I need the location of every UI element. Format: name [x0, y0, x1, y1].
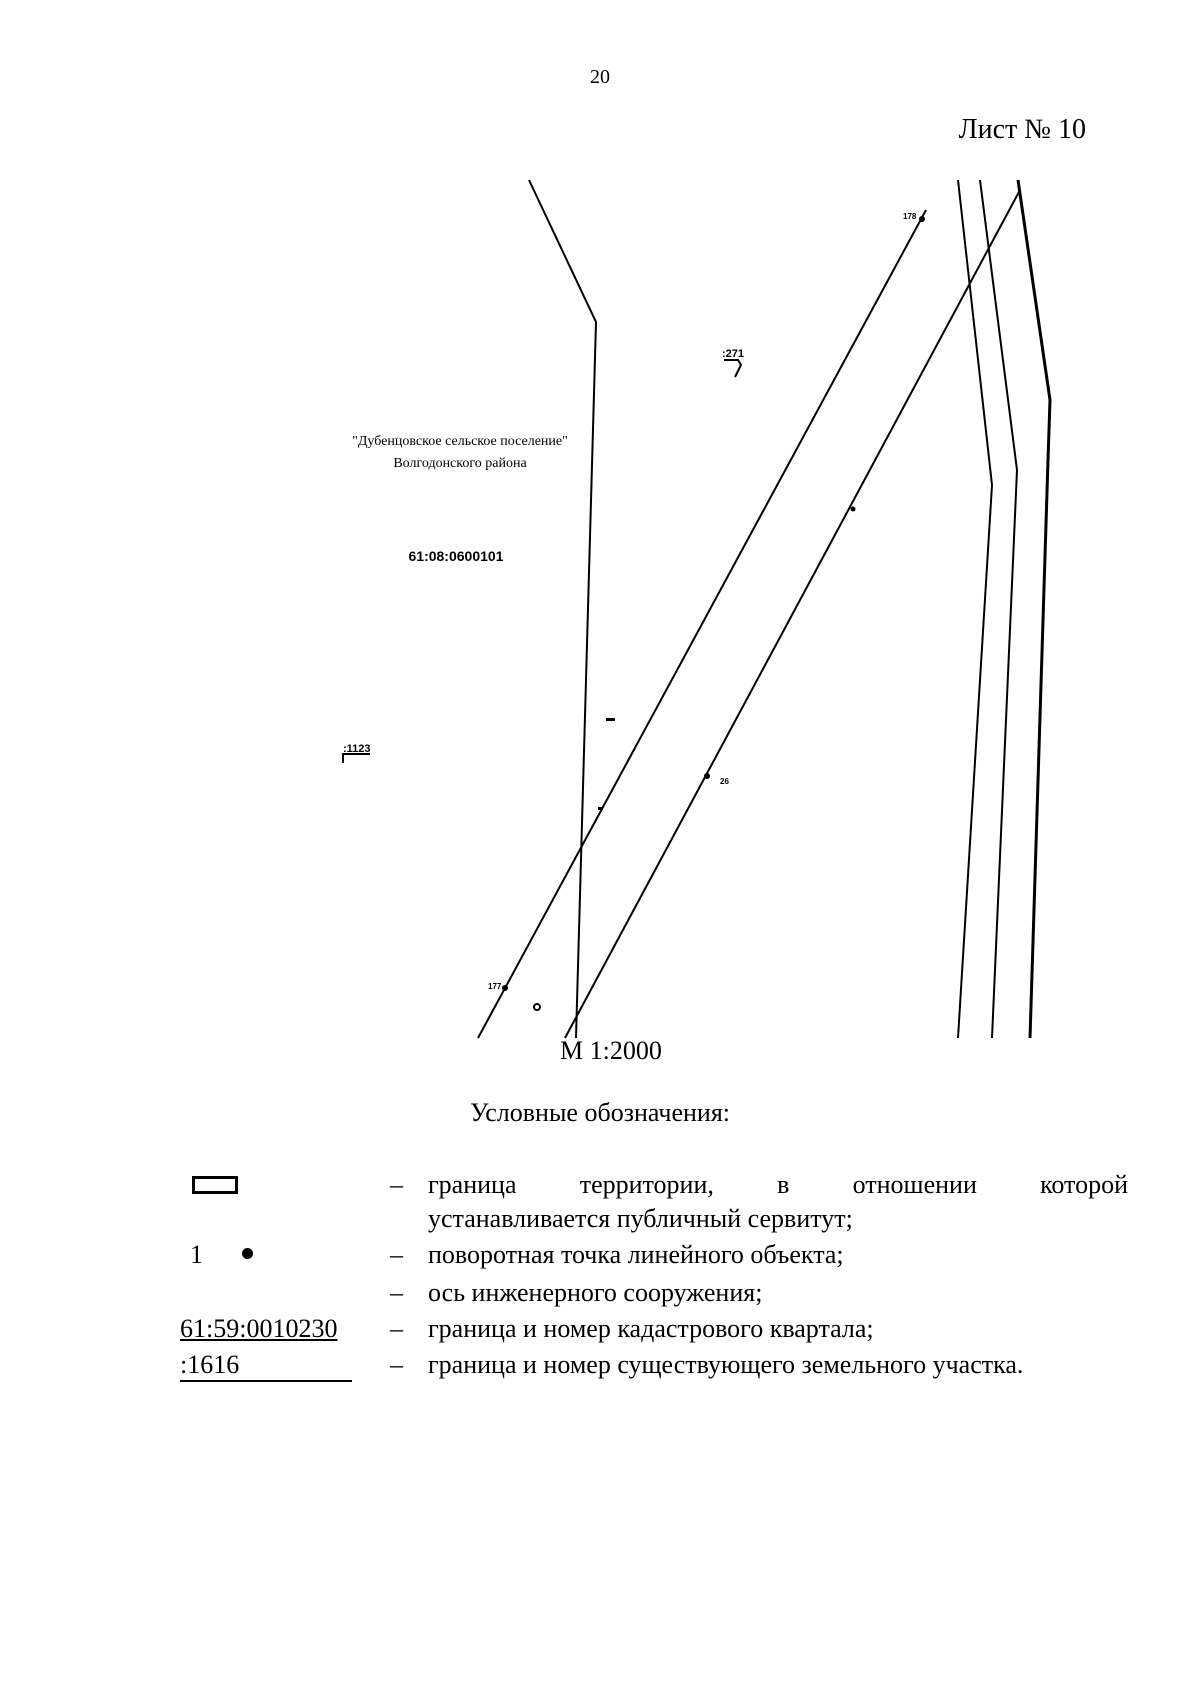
corridor-line-lower — [565, 190, 1020, 1038]
turning-point-symbol-number: 1 — [190, 1240, 203, 1269]
legend-dash: – — [390, 1350, 403, 1379]
parcel-271-tick — [724, 360, 741, 377]
map-mark-d — [598, 807, 603, 810]
cadastral-block-number: 61:08:0600101 — [408, 548, 504, 564]
parcel-1123-tick — [343, 754, 370, 763]
map-mark-c — [606, 718, 615, 721]
legend-dash: – — [390, 1240, 403, 1269]
legend-text: граница территории, в отношении которой — [428, 1170, 1128, 1199]
point-label-178: 178 — [903, 212, 917, 221]
locality-name-line1: "Дубенцовское сельское поселение" — [352, 434, 568, 449]
point-label-26: 26 — [720, 777, 729, 786]
turning-point-178 — [919, 216, 925, 222]
servitude-boundary-symbol — [192, 1176, 238, 1194]
cadastral-block-symbol: 61:59:0010230 — [180, 1314, 338, 1343]
sheet-label: Лист № 10 — [958, 114, 1086, 145]
turning-point-177 — [502, 985, 508, 991]
legend-text: граница и номер кадастрового квартала; — [428, 1314, 874, 1343]
road-line-2 — [980, 180, 1017, 1038]
legend-text: поворотная точка линейного объекта; — [428, 1240, 844, 1269]
legend-text-cont: устанавливается публичный сервитут; — [428, 1204, 853, 1233]
road-line-1 — [958, 180, 992, 1038]
turning-point-26 — [704, 773, 710, 779]
legend-dash: – — [390, 1278, 403, 1307]
boundary-line-left — [529, 180, 596, 1038]
land-parcel-symbol: :1616 — [180, 1350, 240, 1379]
legend-dash: – — [390, 1314, 403, 1343]
corridor-line-upper — [478, 210, 926, 1038]
map-scale: М 1:2000 — [560, 1036, 662, 1065]
turning-point-symbol-dot — [242, 1248, 253, 1259]
legend-title: Условные обозначения: — [469, 1098, 731, 1127]
parcel-number-271: :271 — [722, 348, 745, 360]
road-line-3 — [1018, 180, 1050, 1038]
map-point-b — [534, 1004, 540, 1010]
legend-text: граница и номер существующего земельного участка. — [428, 1350, 1024, 1379]
legend-item-servitude-boundary — [180, 1168, 1130, 1238]
page-number: 20 — [590, 66, 610, 88]
map-point-a — [851, 507, 856, 512]
locality-name-line2: Волгодонского района — [393, 456, 527, 471]
point-label-177: 177 — [488, 982, 502, 991]
parcel-number-1123: :1123 — [343, 743, 371, 755]
legend-dash: – — [390, 1170, 403, 1199]
legend-text: ось инженерного сооружения; — [428, 1278, 763, 1307]
